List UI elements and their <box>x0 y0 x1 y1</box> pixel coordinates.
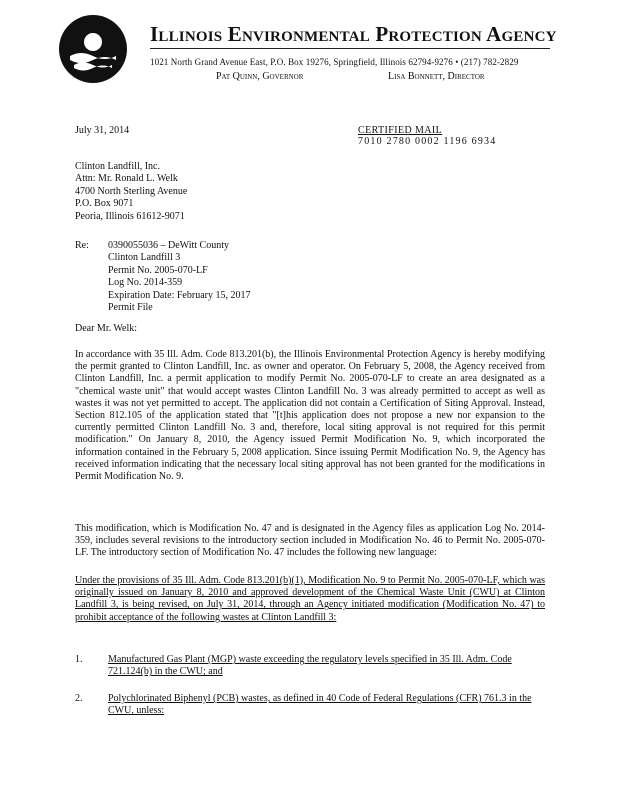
body-paragraph: In accordance with 35 Ill. Adm. Code 813.201(b), the Illinois Environmental Protection Agency is hereby modifying the permit granted to Clinton Landfill, Inc. as owner and operator. On February 5, 2008, the Agency received from Clinton Landfill, Inc. a permit application to modify Permit No. 2005-070-LF to create an area designated as a "chemical waste unit" that would accept wastes Clinton Landfill No. 3 was already permitted to accept as well as wastes it was not yet permitted to accept. The application did not contain a Certification of Siting Approval. Instead, Section 812.105 of the application stated that "[t]his application does not propose a new nor expansion to the currently permitted Clinton Landfill No. 3 and, therefore, local siting approval is not required for this permit modification." On January 8, 2010, the Agency issued Permit Modification No. 9, which incorporated the information contained in the February 5, 2008 application. Since issuing Permit Modification No. 9, the Agency has received information indicating that the necessary local siting approval has not been granted for the modifications in Permit Modification No. 9. <box>75 349 545 483</box>
director-name: Lisa Bonnett, Director <box>388 71 485 82</box>
re-block <box>108 240 250 314</box>
certified-mail-label: CERTIFIED MAIL <box>358 125 443 136</box>
agency-address: 1021 North Grand Avenue East, P.O. Box 19276, Springfield, Illinois 62794-9276 • (217) 782-2829 <box>150 57 519 67</box>
list-item-number: 2. <box>75 693 83 704</box>
re-line: Clinton Landfill 3 <box>108 252 181 264</box>
body-paragraph: This modification, which is Modification No. 47 and is designated in the Agency files as application Log No. 2014-359, includes several revisions to the introductory section included in Modification No. 46 to Permit No. 2005-070-LF. The introductory section of Modification No. 47 includes the following new language: <box>75 523 545 559</box>
list-item-number: 1. <box>75 654 83 665</box>
re-line: Permit No. 2005-070-LF <box>108 264 208 276</box>
certified-tracking-number: 7010 2780 0002 1196 6934 <box>358 136 497 147</box>
re-line: Log No. 2014-359 <box>108 277 183 289</box>
re-line: 0390055036 – DeWitt County <box>108 240 229 251</box>
agency-seal-logo <box>58 14 128 84</box>
re-line: Permit File <box>108 302 153 314</box>
list-item-text: Manufactured Gas Plant (MGP) waste exceeding the regulatory levels specified in 35 Ill. Adm. Code 721.124(b) in the CWU; and <box>108 654 512 678</box>
recipient-line: Clinton Landfill, Inc. <box>75 161 160 172</box>
recipient-line: P.O. Box 9071 <box>75 198 134 210</box>
salutation: Dear Mr. Welk: <box>75 323 138 334</box>
re-line: Expiration Date: February 15, 2017 <box>108 289 251 301</box>
recipient-line: Attn: Mr. Ronald L. Welk <box>75 173 178 185</box>
recipient-address <box>75 161 187 223</box>
letter-date: July 31, 2014 <box>75 125 130 136</box>
recipient-line: Peoria, Illinois 61612-9071 <box>75 210 185 222</box>
governor-name: Pat Quinn, Governor <box>216 71 304 82</box>
quoted-language-paragraph: Under the provisions of 35 Ill. Adm. Code 813.201(b)(1), Modification No. 9 to Permit No. 2005-070-LF, which was originally issued on January 8, 2010 and approved development of the Chemical Waste Unit (CWU) at Clinton Landfill 3, is being revised, on July 31, 2014, through an Agency initiated modification (Modification No. 47) to prohibit acceptance of the following wastes at Clinton Landfill 3: <box>75 575 545 623</box>
letterhead-rule <box>150 48 550 49</box>
agency-name: Illinois Environmental Protection Agency <box>150 22 557 46</box>
recipient-line: 4700 North Sterling Avenue <box>75 185 188 197</box>
re-label: Re: <box>75 240 89 251</box>
list-item-text: Polychlorinated Biphenyl (PCB) wastes, as defined in 40 Code of Federal Regulations (CFR) 761.3 in the CWU, unless: <box>108 693 532 717</box>
